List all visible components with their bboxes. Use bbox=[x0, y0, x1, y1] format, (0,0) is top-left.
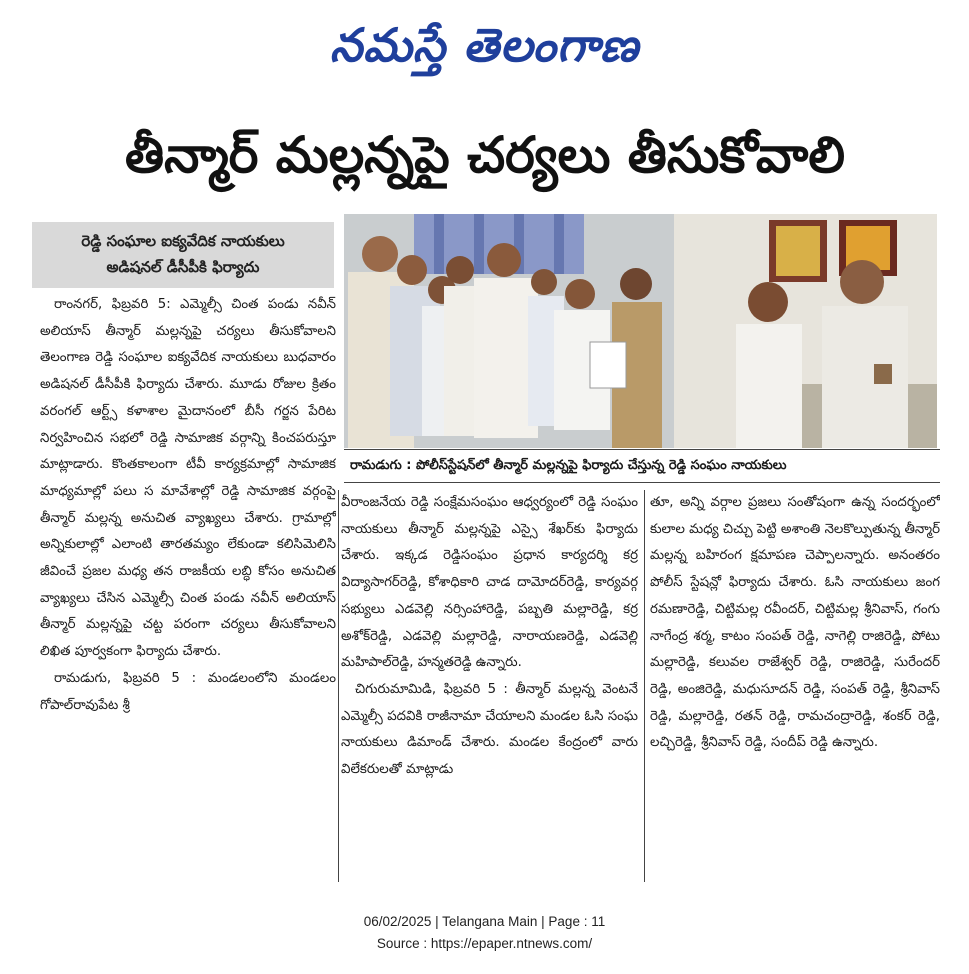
caption-rule-top bbox=[344, 449, 940, 450]
article-column-1 bbox=[40, 292, 336, 882]
column-1-paragraph-1: రాంనగర్, ఫిబ్రవరి 5: ఎమ్మెల్సీ చింత పండు నవీన్ అలియాస్ తీన్మార్ మల్లన్నపై చర్యలు తీసుకోవాలని తెలంగాణ రెడ్డి సంఘాల ఐక్యవేదిక నాయకులు బుధవారం అడిషనల్ డీసీపీకి ఫిర్యాదు చేశారు. మూడు రోజుల క్రితం వరంగల్ ఆర్ట్స్ కళాశాల మైదానంలో బీసీ గర్జన పేరిట నిర్వహించిన సభలో రెడ్డి సామాజిక వర్గాన్ని కించపరుస్తూ మాట్లాడారు. కొంతకాలంగా టీవీ కార్యక్రమాల్లో సామాజిక మాధ్యమాల్లో పలు స మావేశాల్లో రెడ్డి సామాజిక వర్గంపై తీన్మార్ మల్లన్న అనుచిత వ్యాఖ్యలు చేశారు. గ్రామాల్లో అన్నికులాల్లో ఎలాంటి తారతమ్యం లేకుండా కలిసిమెలిసి జీవించే ప్రజల మధ్య తన రాజకీయ లబ్ధి కోసం అనుచిత వ్యాఖ్యలు చేసిన ఎమ్మెల్సీ చింత పండు నవీన్ అలియాస్ తీన్మార్ మల్లన్నపై చట్ట పరంగా చర్యలు తీసుకోవాలని లిఖిత పూర్వకంగా ఫిర్యాదు చేశారు. bbox=[40, 297, 336, 660]
column-divider-1 bbox=[338, 490, 339, 882]
column-2-paragraph-1: వీరాంజనేయ రెడ్డి సంక్షేమసంఘం ఆధ్వర్యంలో రెడ్డి సంఘం నాయకులు తీన్మార్ మల్లన్నపై ఎస్సై శేఖర్‌కు ఫిర్యాదు చేశారు. ఇక్కడ రెడ్డిసంఘం ప్రధాన కార్యదర్శి కర్ర విద్యాసాగర్‌రెడ్డి, కోశాధికారి చాడ దామోదర్‌రెడ్డి, కార్యవర్గ సభ్యులు ఎడవెల్లి నర్సింహారెడ్డి, పబ్బతి మల్లారెడ్డి, కర్ర అశోక్‌రెడ్డి, ఎడవెల్లి మల్లారెడ్డి, నారాయణరెడ్డి, ఎడవెల్లి మహిపాల్‌రెడ్డి, హన్మతరెడ్డి ఉన్నారు. bbox=[341, 495, 638, 671]
footer-edition-info: 06/02/2025 | Telangana Main | Page : 11 bbox=[363, 914, 606, 929]
column-2-paragraph-2: చిగురుమామిడి, ఫిబ్రవరి 5 : తీన్మార్ మల్లన్న వెంటనే ఎమ్మెల్సీ పదవికి రాజీనామా చేయాలని మండల ఓసి సంఘ నాయకులు డిమాండ్ చేశారు. మండల కేంద్రంలో వారు విలేకరులతో మాట్లాడు bbox=[341, 681, 638, 778]
column-1-paragraph-2: రామడుగు, ఫిబ్రవరి 5 : మండలంలోని మండలం గోపాల్‌రావుపేట శ్రీ bbox=[40, 670, 336, 713]
photo-caption: రామడుగు : పోలీస్‌స్టేషన్‌లో తీన్మార్ మల్లన్నపై ఫిర్యాదు చేస్తున్న రెడ్డి సంఘం నాయకులు bbox=[350, 458, 787, 473]
article-column-2 bbox=[341, 490, 638, 882]
article-subheading bbox=[32, 222, 334, 288]
article-headline: తీన్మార్ మల్లన్నపై చర్యలు తీసుకోవాలి bbox=[125, 126, 845, 184]
masthead-logo: నమస్తే తెలంగాణ bbox=[329, 18, 640, 72]
column-3-paragraph-1: తూ, అన్ని వర్గాల ప్రజలు సంతోషంగా ఉన్న సందర్భంలో కులాల మధ్య చిచ్చు పెట్టి అశాంతి నెలకొల్పుతున్న తీన్మార్ మల్లన్న బహిరంగ క్షమాపణ చెప్పాలన్నారు. అనంతరం పోలీస్ స్టేషన్లో ఫిర్యాదు చేశారు. ఓసి నాయకులు జంగ రమణారెడ్డి, చిట్టిమల్ల రవీందర్, చిట్టిమల్ల శ్రీనివాస్, గంగు నాగేంద్ర శర్మ, కాటం సంపత్ రెడ్డి, నాగెల్లి రాజిరెడ్డి, పోటు మల్లారెడ్డి, కలువల రాజేశ్వర్ రెడ్డి, రాజిరెడ్డి, సురేందర్ రెడ్డి, అంజిరెడ్డి, మధుసూదన్ రెడ్డి, సంపత్ రెడ్డి, శ్రీనివాస్ రెడ్డి, మల్లారెడ్డి, రతన్ రెడ్డి, రామచంద్రారెడ్డి, శంకర్ రెడ్డి, లచ్చిరెడ్డి, శ్రీనివాస్ రెడ్డి, సందీప్ రెడ్డి ఉన్నారు. bbox=[650, 495, 940, 751]
caption-rule-bottom bbox=[344, 482, 940, 483]
subheading-line-1: రెడ్డి సంఘాల ఐక్యవేదిక నాయకులు bbox=[81, 232, 285, 250]
column-divider-2 bbox=[644, 490, 645, 882]
article-column-3 bbox=[650, 490, 940, 882]
footer-source-link[interactable]: Source : https://epaper.ntnews.com/ bbox=[376, 936, 593, 951]
news-photo bbox=[344, 214, 937, 448]
subheading-line-2: అడిషనల్ డీసీపీకి ఫిర్యాదు bbox=[106, 258, 260, 276]
